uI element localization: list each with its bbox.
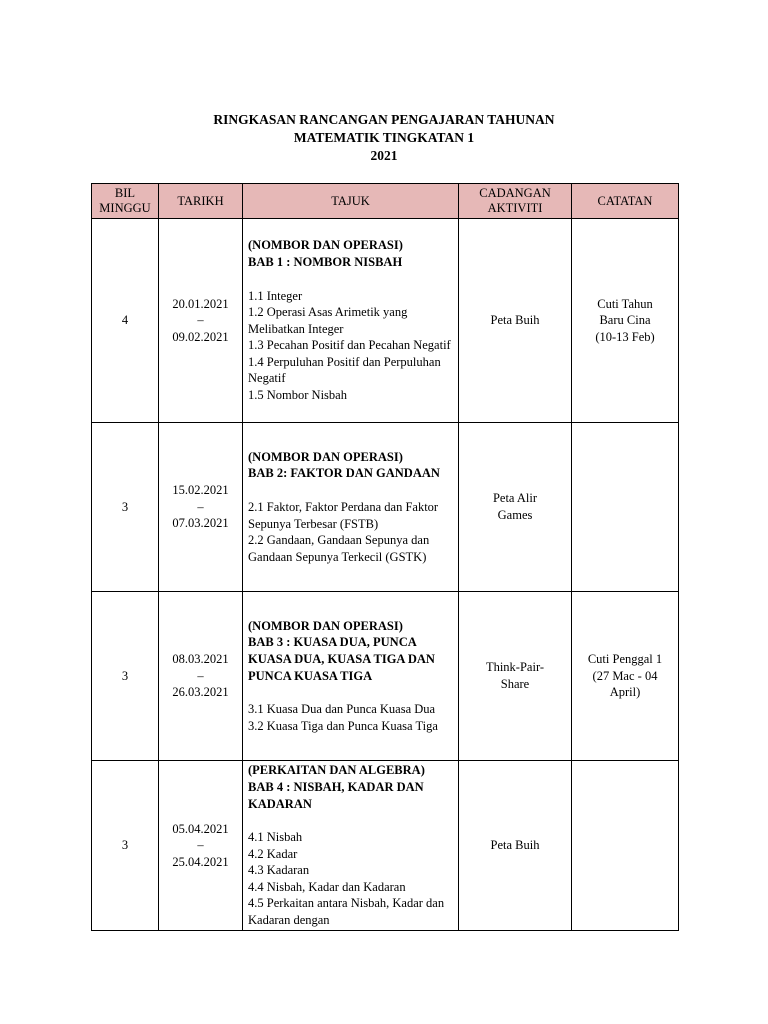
date-start: 15.02.2021 (172, 483, 229, 498)
date-start: 05.04.2021 (172, 821, 229, 836)
chapter-title: BAB 1 : NOMBOR NISBAH (248, 254, 403, 269)
header-bil-minggu: BIL MINGGU (92, 184, 159, 219)
subtopic-item: 1.3 Pecahan Positif dan Pecahan Negatif (248, 338, 451, 353)
cell-aktiviti (459, 761, 572, 931)
cell-aktiviti (459, 423, 572, 592)
cell-tajuk (243, 592, 459, 761)
table-row (92, 423, 679, 592)
note-line: Cuti Penggal 1 (587, 652, 663, 667)
topic-area: (PERKAITAN DAN ALGEBRA) (248, 763, 425, 778)
subtopic-item: 4.4 Nisbah, Kadar dan Kadaran (248, 879, 406, 894)
table-row (92, 592, 679, 761)
table-row (92, 761, 679, 931)
subtopic-item: 4.2 Kadar (248, 846, 298, 861)
note-line: Cuti Tahun (597, 296, 653, 311)
chapter-title: BAB 4 : NISBAH, KADAR DAN KADARAN (248, 779, 424, 811)
activity-line: Games (497, 508, 533, 522)
cell-tarikh (159, 423, 243, 592)
subtopic-item: 1.4 Perpuluhan Positif dan Perpuluhan Negatif (248, 354, 441, 386)
cell-aktiviti (459, 219, 572, 423)
cell-tajuk (243, 423, 459, 592)
date-dash: – (197, 499, 204, 514)
subtopic-item: 2.2 Gandaan, Gandaan Sepunya dan Gandaan Sepunya Terkecil (GSTK) (248, 533, 430, 564)
cell-catatan (572, 592, 679, 761)
table-header-row (92, 184, 679, 219)
title-line-1: RINGKASAN RANCANGAN PENGAJARAN TAHUNAN (213, 112, 555, 127)
header-catatan: CATATAN (572, 184, 679, 219)
date-dash: – (197, 313, 204, 328)
chapter-title: BAB 2: FAKTOR DAN GANDAAN (248, 466, 440, 481)
chapter-title: BAB 3 : KUASA DUA, PUNCA KUASA DUA, KUASA TIGA DAN PUNCA KUASA TIGA (248, 635, 435, 683)
subtopic-item: 1.1 Integer (248, 288, 303, 303)
note-line: (27 Mac - 04 (592, 668, 658, 683)
note-line: Baru Cina (599, 313, 651, 328)
cell-catatan (572, 423, 679, 592)
date-end: 25.04.2021 (172, 854, 229, 869)
activity-line: Peta Buih (490, 838, 540, 853)
subtopic-item: 4.3 Kadaran (248, 863, 310, 878)
subtopic-item: 2.1 Faktor, Faktor Perdana dan Faktor Sepunya Terbesar (FSTB) (248, 499, 439, 531)
cell-bil: 4 (92, 219, 159, 423)
date-dash: – (197, 668, 204, 683)
cell-tarikh (159, 761, 243, 931)
date-dash: – (197, 838, 204, 853)
date-end: 26.03.2021 (172, 685, 229, 700)
activity-line: Think-Pair- (485, 660, 545, 675)
cell-catatan (572, 761, 679, 931)
header-cadangan-aktiviti: CADANGAN AKTIVITI (459, 184, 572, 219)
document-title (0, 111, 768, 165)
subtopic-item: 4.5 Perkaitan antara Nisbah, Kadar dan Kadaran dengan (248, 896, 445, 928)
subtopic-item: 1.5 Nombor Nisbah (248, 388, 347, 403)
date-start: 08.03.2021 (172, 652, 229, 667)
activity-line: Peta Alir (492, 491, 538, 506)
cell-bil: 3 (92, 761, 159, 931)
cell-tajuk (243, 219, 459, 423)
topic-area: (NOMBOR DAN OPERASI) (248, 618, 403, 633)
subtopic-item: 3.1 Kuasa Dua dan Punca Kuasa Dua (248, 702, 436, 717)
subtopic-item: 3.2 Kuasa Tiga dan Punca Kuasa Tiga (248, 718, 438, 733)
header-tarikh: TARIKH (159, 184, 243, 219)
subtopic-item: 1.2 Operasi Asas Arimetik yang Melibatkan Integer (248, 305, 408, 336)
topic-area: (NOMBOR DAN OPERASI) (248, 238, 403, 253)
activity-line: Share (500, 677, 530, 691)
topic-area: (NOMBOR DAN OPERASI) (248, 449, 403, 464)
title-line-3: 2021 (370, 148, 398, 163)
date-end: 07.03.2021 (172, 516, 229, 531)
date-start: 20.01.2021 (172, 296, 229, 311)
cell-bil: 3 (92, 592, 159, 761)
cell-aktiviti (459, 592, 572, 761)
header-tajuk: TAJUK (243, 184, 459, 219)
cell-tarikh (159, 219, 243, 423)
cell-catatan (572, 219, 679, 423)
activity-line: Peta Buih (490, 313, 540, 328)
subtopic-item: 4.1 Nisbah (248, 830, 303, 845)
cell-bil: 3 (92, 423, 159, 592)
cell-tajuk (243, 761, 459, 931)
table-row (92, 219, 679, 423)
date-end: 09.02.2021 (172, 329, 229, 344)
teaching-plan-table (91, 183, 679, 931)
note-line: (10-13 Feb) (595, 329, 655, 344)
note-line: April) (609, 685, 641, 700)
title-line-2: MATEMATIK TINGKATAN 1 (293, 130, 475, 145)
cell-tarikh (159, 592, 243, 761)
